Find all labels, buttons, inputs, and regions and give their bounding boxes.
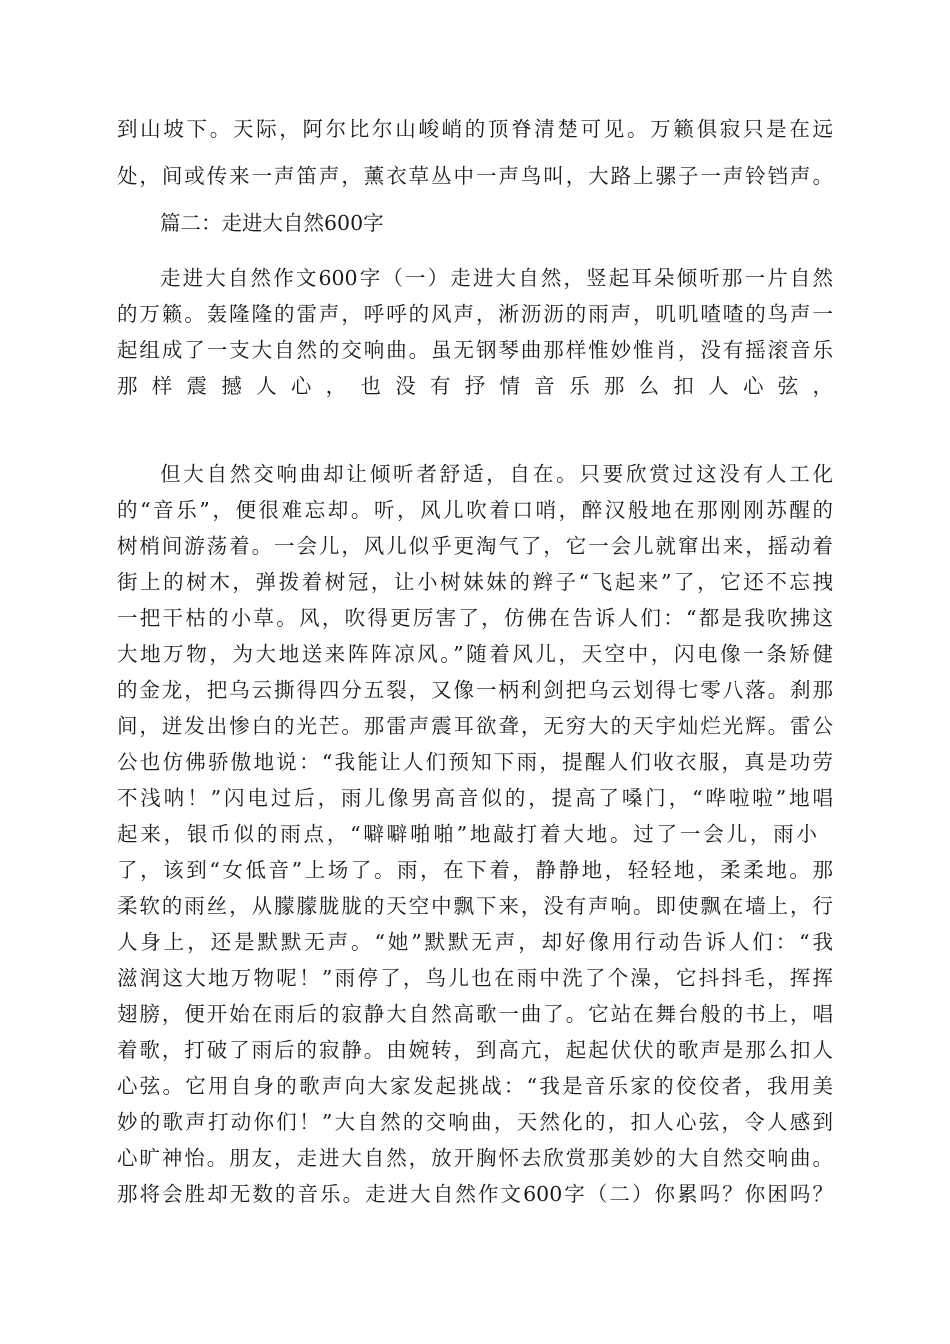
paragraph-line: 心旷神怡。朋友，走进大自然，放开胸怀去欣赏那美妙的大自然交响曲。 (117, 1146, 833, 1170)
paragraph-line: 的万籁。轰隆隆的雷声，呼呼的风声，淅沥沥的雨声，叽叽喳喳的鸟声一 (117, 302, 833, 326)
paragraph-line: 处，间或传来一声笛声，薰衣草丛中一声鸟叫，大路上骡子一声铃铛声。 (117, 164, 833, 188)
paragraph-line: 那样震撼人心，也没有抒情音乐那么扣人心弦， (117, 374, 833, 398)
paragraph-line: 翅膀，便开始在雨后的寂静大自然高歌一曲了。它站在舞台般的书上，唱 (117, 1002, 833, 1026)
paragraph-line (117, 404, 833, 440)
paragraph-line: 大地万物，为大地送来阵阵凉风。”随着风儿，天空中，闪电像一条矫健 (117, 642, 833, 666)
paragraph-line: 起来，银币似的雨点，“噼噼啪啪”地敲打着大地。过了一会儿，雨小 (117, 822, 817, 846)
paragraph-line: 到山坡下。天际，阿尔比尔山峻峭的顶脊清楚可见。万籁俱寂只是在远 (117, 117, 833, 141)
paragraph-line: 的“音乐”，便很难忘却。听，风儿吹着口哨，醉汉般地在那刚刚苏醒的 (117, 498, 833, 522)
paragraph-line: 了，该到“女低音”上场了。雨，在下着，静静地，轻轻地，柔柔地。那 (117, 858, 833, 882)
paragraph-line: 妙的歌声打动你们！”大自然的交响曲，天然化的，扣人心弦，令人感到 (117, 1110, 833, 1134)
paragraph-line: 的金龙，把乌云撕得四分五裂，又像一柄利剑把乌云划得七零八落。刹那 (117, 678, 833, 702)
paragraph-line: 起组成了一支大自然的交响曲。虽无钢琴曲那样惟妙惟肖，没有摇滚音乐 (117, 338, 833, 362)
paragraph-line: 一把干枯的小草。风，吹得更厉害了，仿佛在告诉人们：“都是我吹拂这 (117, 606, 833, 630)
paragraph-line: 人身上，还是默默无声。“她”默默无声，却好像用行动告诉人们：“我 (117, 930, 833, 954)
paragraph-line: 着歌，打破了雨后的寂静。由婉转，到高亢，起起伏伏的歌声是那么扣人 (117, 1038, 833, 1062)
paragraph-line: 间，迸发出惨白的光芒。那雷声震耳欲聋，无穷大的天宇灿烂光辉。雷公 (117, 714, 833, 738)
paragraph-line: 柔软的雨丝，从朦朦胧胧的天空中飘下来，没有声响。即使飘在墙上，行 (117, 894, 833, 918)
paragraph-line: 街上的树木，弹拨着树冠，让小树妹妹的辫子“飞起来”了，它还不忘拽 (117, 570, 833, 594)
section-heading: 篇二：走进大自然600字 (160, 211, 384, 235)
paragraph-line: 那将会胜却无数的音乐。走进大自然作文600字（二）你累吗？你困吗？ (117, 1182, 833, 1206)
paragraph-line: 滋润这大地万物呢！”雨停了，鸟儿也在雨中洗了个澡，它抖抖毛，挥挥 (117, 966, 833, 990)
paragraph-line: 公也仿佛骄傲地说：“我能让人们预知下雨，提醒人们收衣服，真是功劳 (117, 750, 833, 774)
paragraph-line: 但大自然交响曲却让倾听者舒适，自在。只要欣赏过这没有人工化 (160, 462, 833, 486)
paragraph-line: 走进大自然作文600字（一）走进大自然，竖起耳朵倾听那一片自然 (160, 266, 833, 290)
paragraph-line: 不浅呐！”闪电过后，雨儿像男高音似的，提高了嗓门，“哗啦啦”地唱 (117, 786, 833, 810)
paragraph-line: 树梢间游荡着。一会儿，风儿似乎更淘气了，它一会儿就窜出来，摇动着 (117, 534, 833, 558)
paragraph-line: 心弦。它用自身的歌声向大家发起挑战：“我是音乐家的佼佼者，我用美 (117, 1074, 833, 1098)
